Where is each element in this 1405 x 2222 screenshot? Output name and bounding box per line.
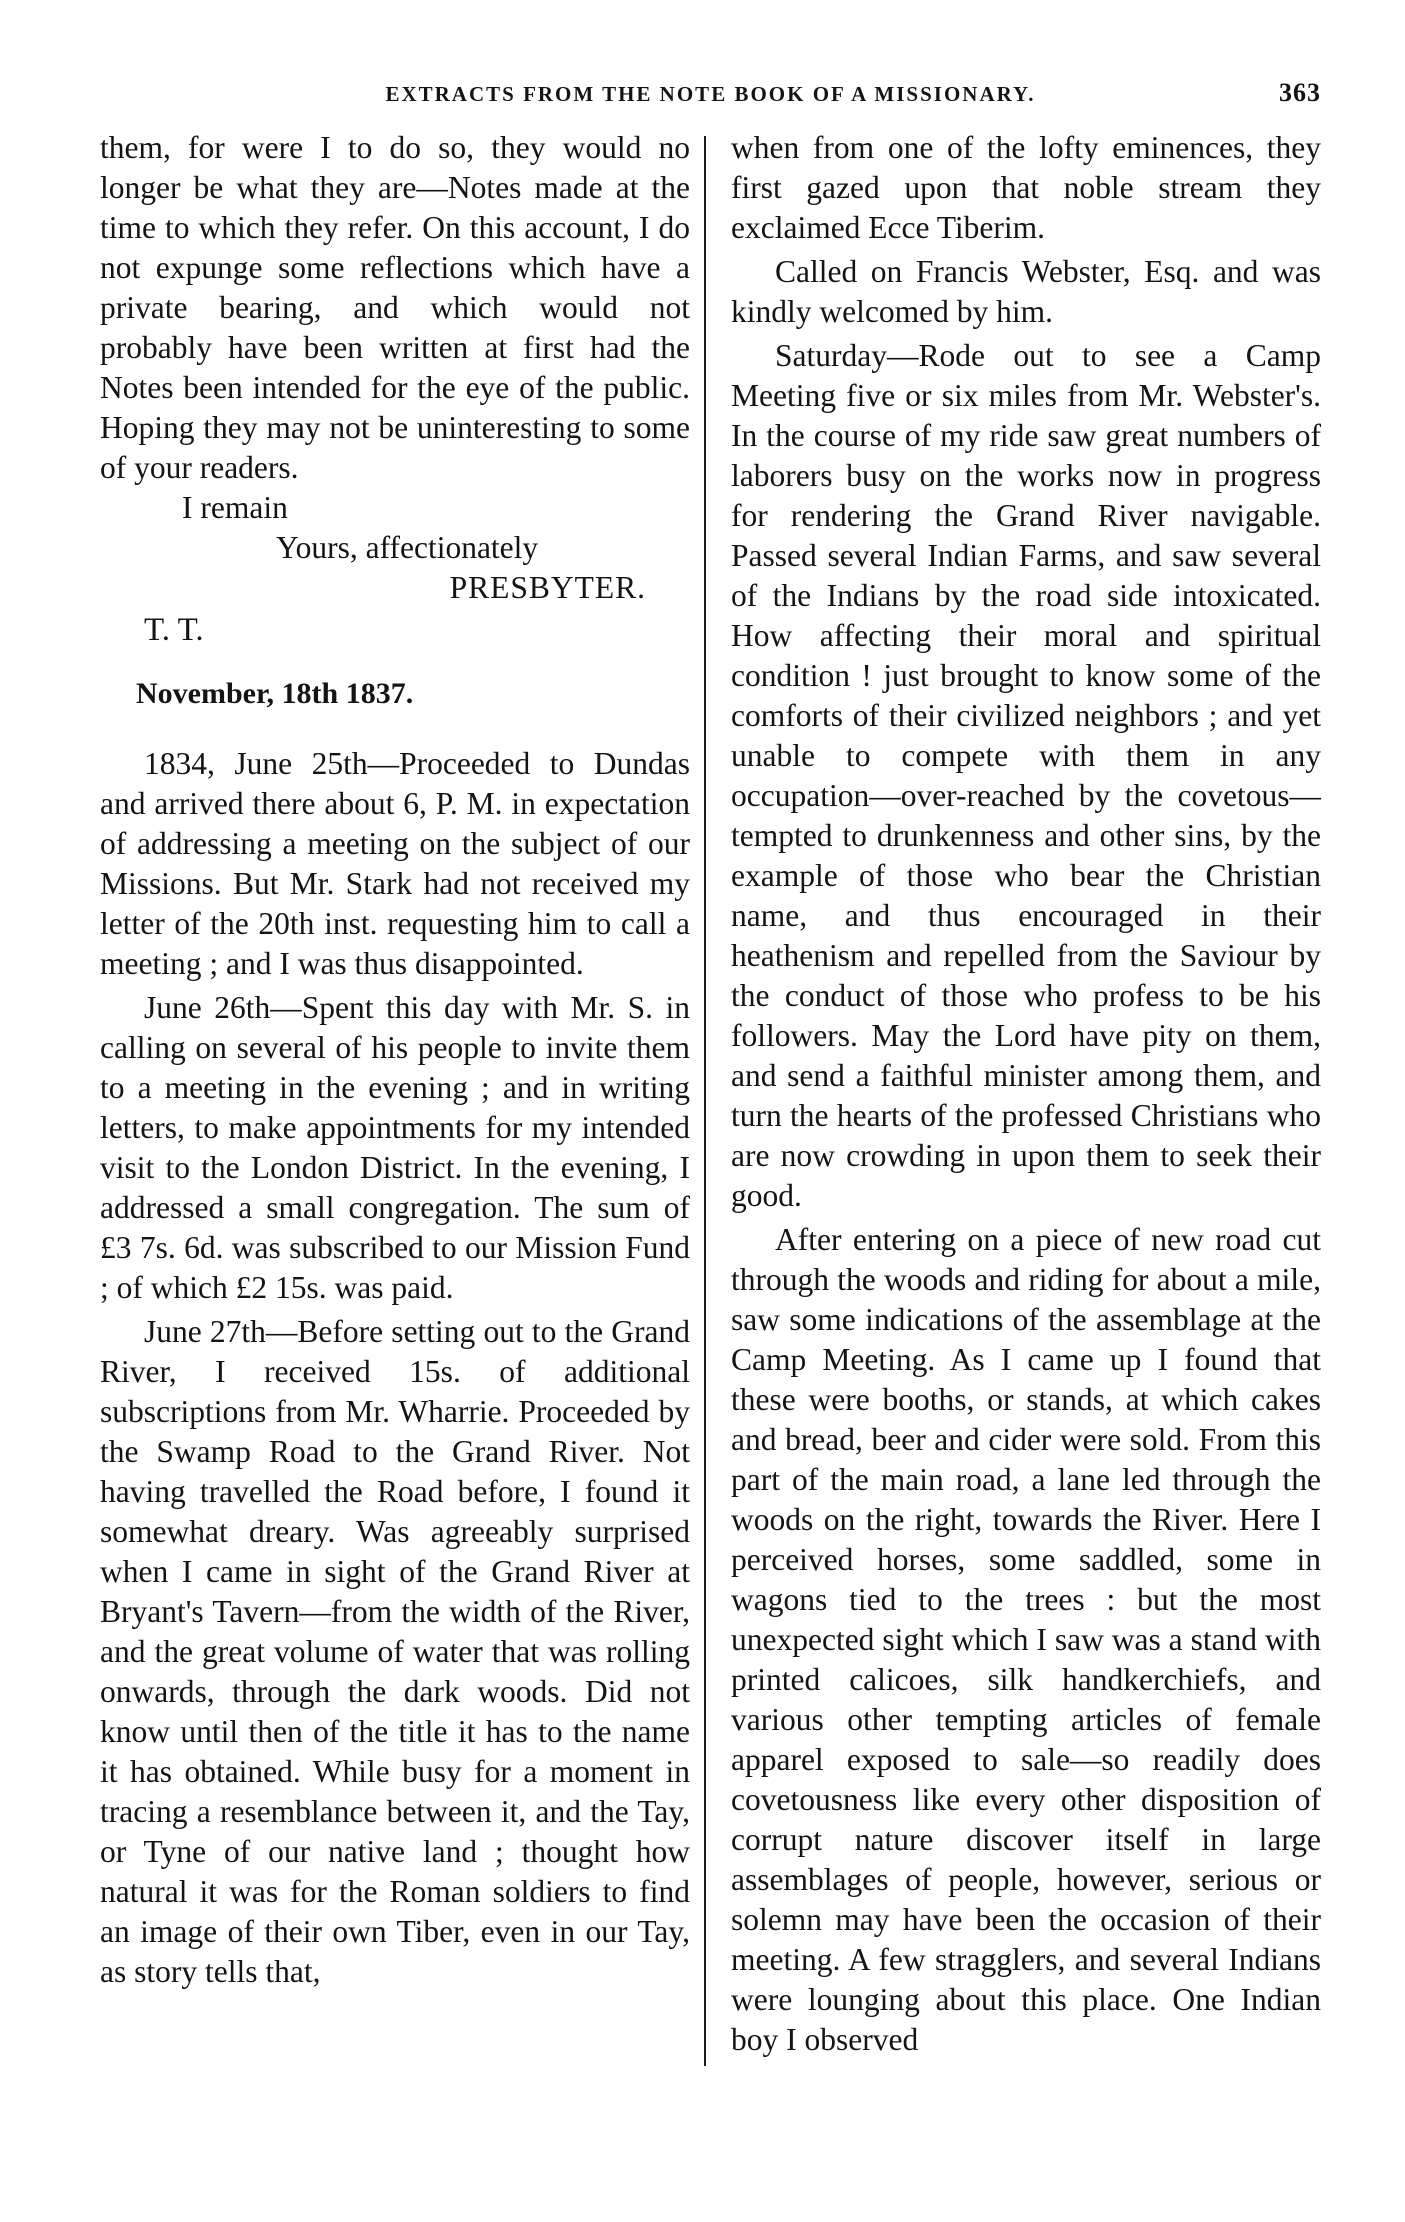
closing-yours: Yours, affectionately (276, 530, 539, 565)
running-head (100, 78, 1321, 122)
opening-paragraph: them, for were I to do so, they would no longer be what they are—Notes made at the time to which they refer. On this account, I do not expunge some reflections which have a private bearing, and which would not probably have been written at first had the Notes been intended for the eye of the public. Hoping they may not be uninteresting to some of your readers. (100, 130, 690, 485)
letter-date: November, 18th 1837. (136, 677, 414, 710)
text-columns (100, 128, 1321, 2060)
column-divider (704, 136, 706, 2066)
journal-entry-june-25: 1834, June 25th—Proceeded to Dundas and arrived there about 6, P. M. in expectation of addressing a meeting on the subject of our Missions. But Mr. Stark had not received my letter of the 20th inst. requesting him to call a meeting ; and I was thus disappointed. (100, 746, 690, 981)
paragraph-webster: Called on Francis Webster, Esq. and was kindly welcomed by him. (731, 254, 1321, 329)
initials: T. T. (144, 612, 204, 648)
running-title: EXTRACTS FROM THE NOTE BOOK OF A MISSIONARY. (385, 82, 1036, 106)
journal-entry-june-26: June 26th—Spent this day with Mr. S. in calling on several of his people to invite them to a meeting in the evening ; and in writing letters, to make appointments for my intended visit to the London District. In the evening, I addressed a small congregation. The sum of £3 7s. 6d. was subscribed to our Mission Fund ; of which £2 15s. was paid. (100, 990, 690, 1305)
left-column (100, 128, 690, 2060)
paragraph-camp-meeting: After entering on a piece of new road cut through the woods and riding for about a mile, saw some indications of the assemblage at the Camp Meeting. As I came up I found that these were booths, or stands, at which cakes and bread, beer and cider were sold. From this part of the main road, a lane led through the woods on the right, towards the River. Here I perceived horses, some saddled, some in wagons tied to the trees : but the most unexpected sight which I saw was a stand with printed calicoes, silk handkerchiefs, and various other tempting articles of female apparel exposed to sale—so readily does covetousness like every other disposition of corrupt nature discover itself in large assemblages of people, however, serious or solemn may have been the occasion of their meeting. A few stragglers, and several Indians were lounging about this place. One Indian boy I observed (731, 1222, 1321, 2057)
journal-entry-june-27: June 27th—Before setting out to the Grand River, I received 15s. of additional subscriptions from Mr. Wharrie. Proceeded by the Swamp Road to the Grand River. Not having travelled the Road before, I found it somewhat dreary. Was agreeably surprised when I came in sight of the Grand River at Bryant's Tavern—from the width of the River, and the great volume of water that was rolling onwards, through the dark woods. Did not know until then of the title it has to the name it has obtained. While busy for a moment in tracing a resemblance between it, and the Tay, or Tyne of our native land ; thought how natural it was for the Roman soldiers to find an image of their own Tiber, even in our Tay, as story tells that, (100, 1314, 690, 1989)
closing-remain: I remain (182, 490, 288, 525)
signature: PRESBYTER. (449, 570, 646, 605)
paragraph-saturday: Saturday—Rode out to see a Camp Meeting five or six miles from Mr. Webster's. In the course of my ride saw great numbers of laborers busy on the works now in progress for rendering the Grand River navigable. Passed several Indian Farms, and saw several of the Indians by the road side intoxicated. How affecting their moral and spiritual condition ! just brought to know some of the comforts of their civilized neighbors ; and yet unable to compete with them in any occupation—over-reached by the covetous—tempted to drunkenness and other sins, by the example of those who bear the Christian name, and thus encouraged in their heathenism and repelled from the Saviour by the conduct of those who profess to be his followers. May the Lord have pity on them, and send a faithful minister among them, and turn the hearts of the professed Christians who are now crowding in upon them to seek their good. (731, 338, 1321, 1213)
page-number: 363 (1279, 78, 1321, 107)
continued-paragraph: when from one of the lofty eminences, they first gazed upon that noble stream they exclaimed Ecce Tiberim. (731, 130, 1321, 245)
right-column (731, 128, 1321, 2060)
